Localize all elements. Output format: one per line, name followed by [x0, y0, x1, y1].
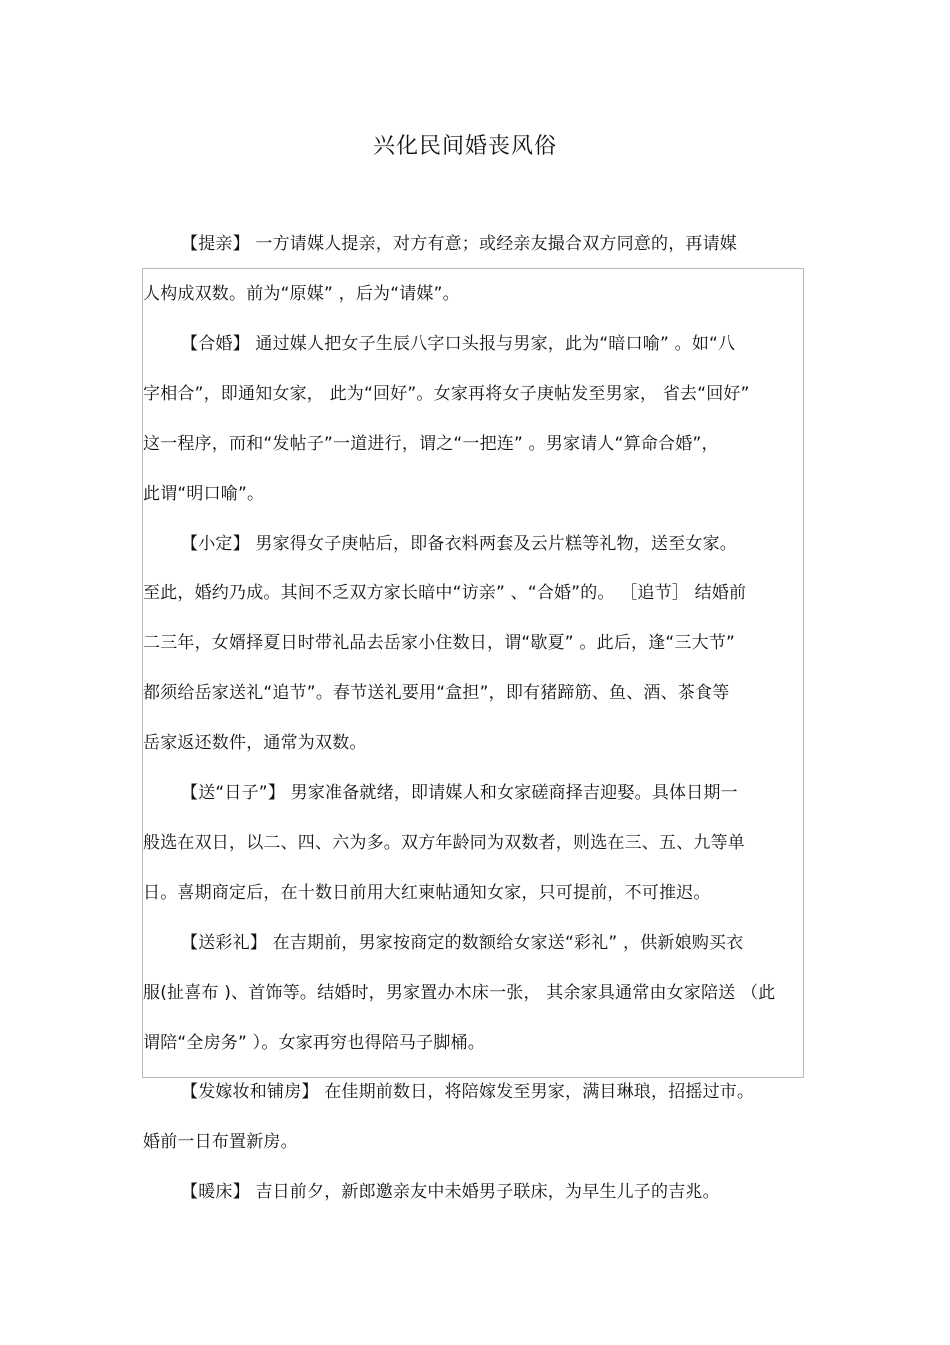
paragraph-line: 至此，婚约乃成。其间不乏双方家长暗中“访亲” 、“合婚”的。 ［追节］ 结婚前 [143, 583, 747, 603]
paragraph-line: 此谓“明口喻”。 [143, 484, 265, 504]
paragraph-line: 谓陪“全房务” ）。女家再穷也得陪马子脚桶。 [143, 1033, 485, 1053]
paragraph-line: 【暖床】 吉日前夕，新郎邀亲友中未婚男子联床，为早生儿子的吉兆。 [181, 1182, 720, 1202]
paragraph-line: 字相合”，即通知女家， 此为“回好”。女家再将女子庚帖发至男家， 省去“回好” [143, 384, 750, 404]
paragraph-line: 【送彩礼】 在吉期前，男家按商定的数额给女家送“彩礼” ，供新娘购买衣 [181, 933, 744, 953]
paragraph-line: 【发嫁妆和铺房】 在佳期前数日，将陪嫁发至男家，满目琳琅，招摇过市。 [181, 1082, 755, 1102]
paragraph-line: 婚前一日布置新房。 [143, 1132, 298, 1152]
paragraph-line: 【送“日子”】 男家准备就绪，即请媒人和女家磋商择吉迎娶。具体日期一 [181, 783, 738, 803]
paragraph-line: 这一程序，而和“发帖子”一道进行，谓之“一把连” 。男家请人“算命合婚”， [143, 434, 719, 454]
paragraph-line: 二三年，女婿择夏日时带礼品去岳家小住数日，谓“歇夏” 。此后，逢“三大节” [143, 633, 736, 653]
paragraph-line: 人构成双数。前为“原媒” ，后为“请媒”。 [143, 284, 460, 304]
paragraph-line: 岳家返还数件，通常为双数。 [143, 733, 367, 753]
paragraph-line: 都须给岳家送礼“追节”。春节送礼要用“盒担”，即有猪蹄筋、鱼、酒、茶食等 [143, 683, 730, 703]
paragraph-line: 【小定】 男家得女子庚帖后，即备衣料两套及云片糕等礼物，送至女家。 [181, 534, 738, 554]
paragraph-line: 日。喜期商定后，在十数日前用大红柬帖通知女家，只可提前，不可推迟。 [143, 883, 711, 903]
paragraph-line: 服(扯喜布 )、首饰等。结婚时，男家置办木床一张， 其余家具通常由女家陪送 （此 [143, 983, 776, 1003]
paragraph-line: 【提亲】 一方请媒人提亲，对方有意；或经亲友撮合双方同意的，再请媒 [181, 234, 738, 254]
document-title: 兴化民间婚丧风俗 [372, 134, 557, 159]
paragraph-line: 般选在双日，以二、四、六为多。双方年龄同为双数者，则选在三、五、九等单 [143, 833, 745, 853]
paragraph-line: 【合婚】 通过媒人把女子生辰八字口头报与男家，此为“暗口喻” 。如“八 [181, 334, 736, 354]
